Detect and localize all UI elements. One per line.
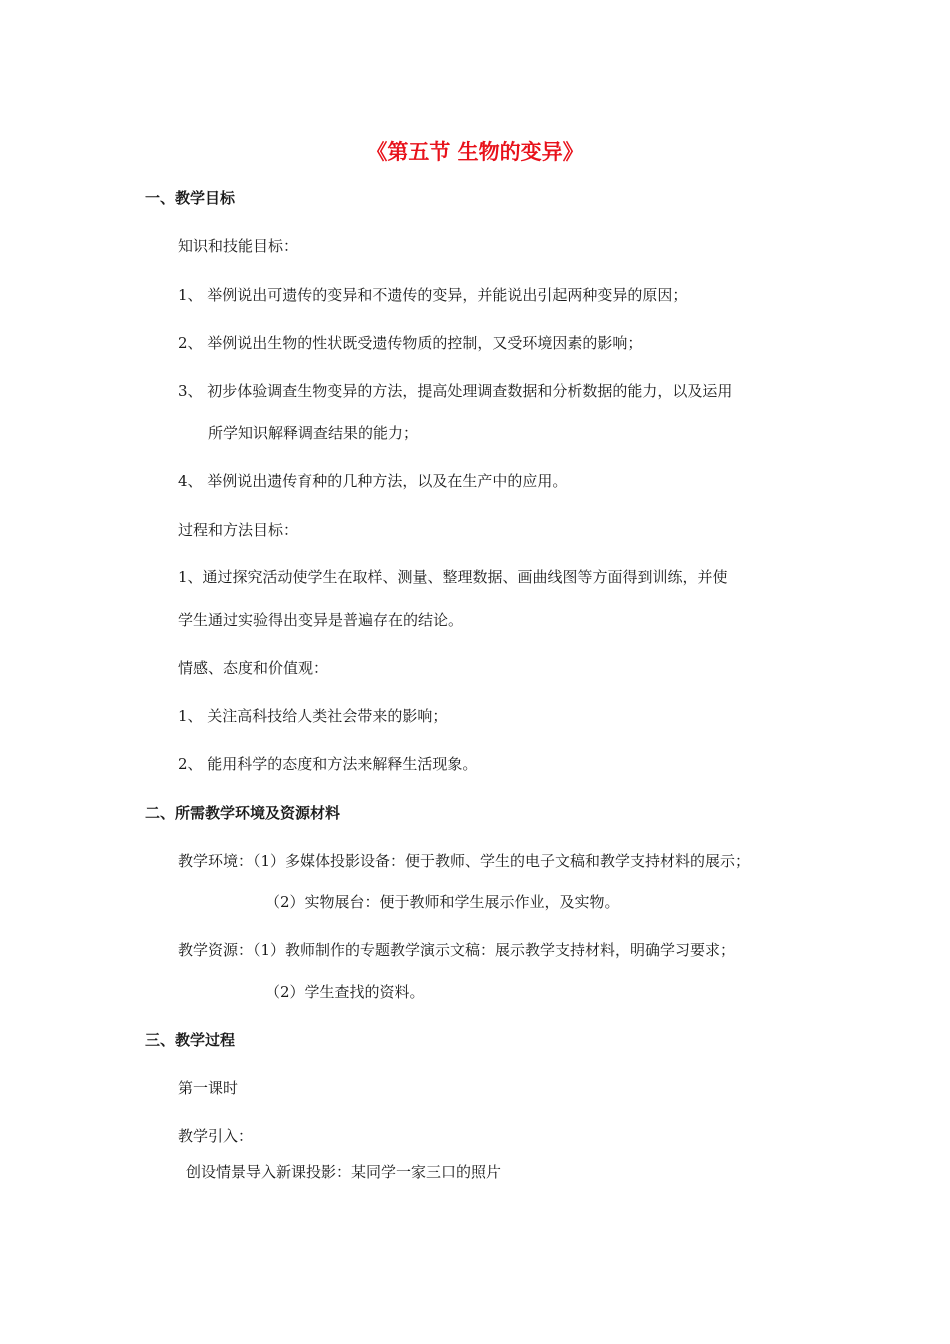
- subheading: 过程和方法目标：: [178, 521, 299, 539]
- section-heading: 二、所需教学环境及资源材料: [145, 804, 341, 822]
- section-heading: 三、教学过程: [145, 1031, 236, 1049]
- list-item-continuation: 所学知识解释调查结果的能力；: [208, 424, 419, 442]
- list-item: 2、 举例说出生物的性状既受遗传物质的控制，又受环境因素的影响；: [178, 334, 643, 352]
- list-item: 1、 关注高科技给人类社会带来的影响；: [178, 707, 448, 725]
- subheading: 知识和技能目标：: [178, 237, 299, 255]
- document-title: 《第五节 生物的变异》: [366, 140, 584, 164]
- list-item: 1、 举例说出可遗传的变异和不遗传的变异，并能说出引起两种变异的原因；: [178, 286, 688, 304]
- paragraph: 教学引入：: [178, 1127, 254, 1145]
- subheading: 情感、态度和价值观：: [178, 659, 329, 677]
- list-item: 2、 能用科学的态度和方法来解释生活现象。: [178, 755, 478, 773]
- paragraph: 创设情景导入新课投影：某同学一家三口的照片: [186, 1163, 502, 1181]
- list-item: 4、 举例说出遗传育种的几种方法，以及在生产中的应用。: [178, 472, 568, 490]
- resource-line: 教学资源：（1）教师制作的专题教学演示文稿：展示教学支持材料，明确学习要求；: [178, 941, 736, 959]
- resource-line: （2）实物展台：便于教师和学生展示作业，及实物。: [265, 893, 620, 911]
- resource-line: （2）学生查找的资料。: [265, 983, 425, 1001]
- list-item: 1、通过探究活动使学生在取样、测量、整理数据、画曲线图等方面得到训练，并使: [178, 568, 728, 586]
- resource-line: 教学环境：（1）多媒体投影设备：便于教师、学生的电子文稿和教学支持材料的展示；: [178, 852, 751, 870]
- paragraph: 第一课时: [178, 1079, 239, 1097]
- list-item-continuation: 学生通过实验得出变异是普遍存在的结论。: [178, 611, 464, 629]
- list-item: 3、 初步体验调查生物变异的方法，提高处理调查数据和分析数据的能力，以及运用: [178, 382, 733, 400]
- section-heading: 一、教学目标: [145, 189, 236, 207]
